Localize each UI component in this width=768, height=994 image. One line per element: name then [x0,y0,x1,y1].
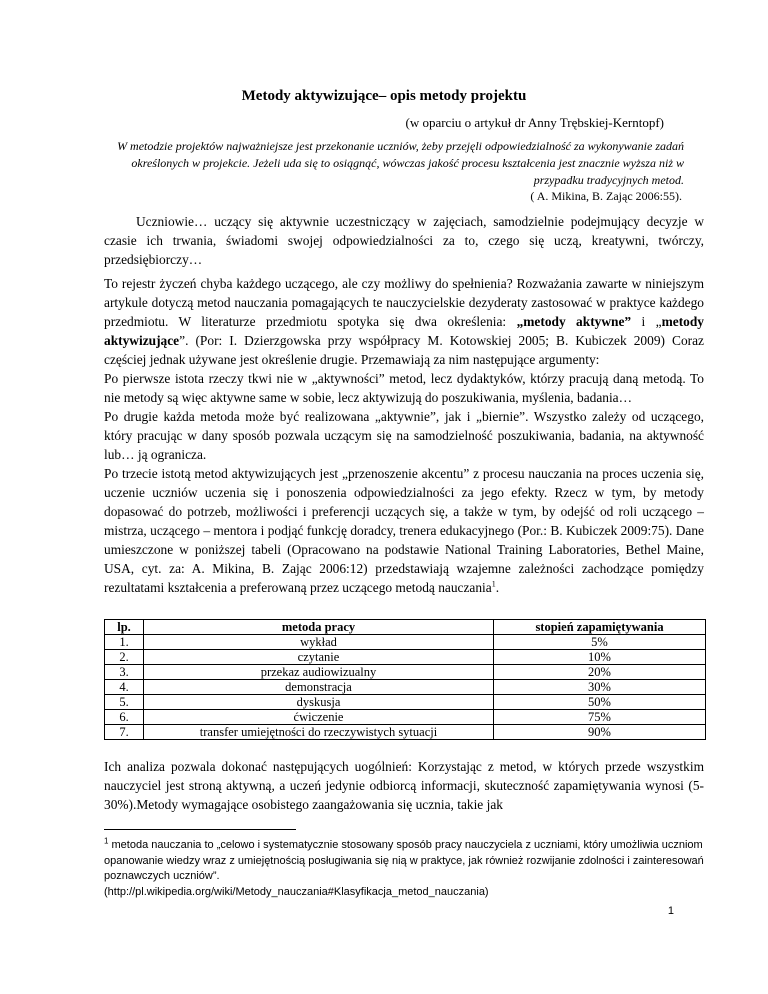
cell-lp: 2. [105,650,144,665]
cell-lp: 5. [105,695,144,710]
cell-lp: 1. [105,635,144,650]
table-row [105,650,706,665]
table-row [105,635,706,650]
para1-text-b: i „ [631,314,662,329]
para4-end: . [495,580,500,595]
cell-retention: 90% [494,725,706,740]
cell-method: transfer umiejętności do rzeczywistych sytuacji [144,725,494,740]
methods-table [104,619,706,740]
para1-text-a: To rejestr życzeń chyba każdego uczącego, ale czy możliwy do spełnienia? Rozważania zawarte w niniejszym artykule dotyczą metod nauczania pomagających te nauczycielskie dezyderaty zastosować w praktyce każdego przedmiotu. W literaturze przedmiotu spotyka się dwa określenia: [104,276,704,329]
intro-paragraph: Uczniowie… uczący się aktywnie uczestniczący w zajęciach, samodzielnie podejmujący decyzje w czasie ich trwania, świadomi swojej odpowiedzialności za to, czego się uczą, kreatywni, twórczy, przedsiębiorczy… [104,214,704,267]
header-lp: lp. [105,620,144,635]
table-header-row [105,620,706,635]
cell-method: ćwiczenie [144,710,494,725]
footnote [104,838,704,900]
epigraph-citation: ( A. Mikina, B. Zając 2006:55). [530,189,682,203]
cell-method: czytanie [144,650,494,665]
footnote-url-link[interactable]: (http://pl.wikipedia.org/wiki/Metody_nauczania#Klasyfikacja_metod_nauczania) [104,885,489,898]
cell-lp: 6. [105,710,144,725]
cell-method: demonstracja [144,680,494,695]
cell-method: dyskusja [144,695,494,710]
header-method: metoda pracy [144,620,494,635]
epigraph: W metodzie projektów najważniejsze jest przekonanie uczniów, żeby przejęli odpowiedzialność za wykonywanie zadań określonych w projekcie. Jeżeli uda się to osiągnąć, wówczas jakość procesu kształcenia jest znacznie wyższa niż w przypadku tradycyjnych metod. [117,139,684,187]
footnote-mark: 1 [104,836,109,846]
para1-text-c: ”. (Por: I. Dzierzgowska przy współpracy M. Kotowskiej 2005; B. Kubiczek 2009) Coraz częściej jednak używane jest określenie drugie. Przemawiają za nim następujące argumenty: [104,333,704,367]
body-text [104,274,704,597]
paragraph-5: Ich analiza pozwala dokonać następujących uogólnień: Korzystając z metod, w których przede wszystkim nauczyciel jest stroną aktywną, a uczeń jedynie odbiorcą informacji, skuteczność zapamiętywania wynosi (5-30%).Metody wymagające osobistego zaangażowania się ucznia, takie jak [104,759,704,812]
table-row [105,680,706,695]
cell-retention: 20% [494,665,706,680]
header-retention: stopień zapamiętywania [494,620,706,635]
cell-retention: 30% [494,680,706,695]
subtitle: (w oparciu o artykuł dr Anny Trębskiej-Kerntopf) [405,115,664,130]
paragraph-3: Po drugie każda metoda może być realizowana „aktywnie”, jak i „biernie”. Wszystko zależy od uczącego, który pracując w dany sposób pozwala uczącym się na samodzielność poszukiwania, badania, na aktywność lub… ją ogranicza. [104,409,704,462]
cell-method: wykład [144,635,494,650]
footnote-text: metoda nauczania to „celowo i systematycznie stosowany sposób pracy nauczyciela z uczniami, który umożliwia uczniom opanowanie wiedzy wraz z umiejętnością posługiwania się nią w praktyce, jak również rozwijanie zdolności i zainteresowań poznawczych uczniów”. [104,839,704,882]
para1-bold-b: metody aktywizujące [104,314,705,348]
cell-retention: 75% [494,710,706,725]
table-row [105,665,706,680]
footnote-reference[interactable]: 1 [491,579,496,589]
cell-retention: 5% [494,635,706,650]
paragraph-4 [104,464,704,597]
para1-bold-a: „metody aktywne” [516,314,632,329]
para4-text: Po trzecie istotą metod aktywizujących jest „przenoszenie akcentu” z procesu nauczania na proces uczenia się, uczenie uczniów uczenia się i ponoszenia odpowiedzialności za jego efekty. Rzecz w tym, by metody dopasować do potrzeb, możliwości i preferencji uczących się, a także w tym, by odejść od roli uczącego – mistrza, uczącego – mentora i podjąć funkcję doradcy, trenera edukacyjnego (Por.: B. Kubiczek 2009:75). Dane umieszczone w poniższej tabeli (Opracowano na podstawie National Training Laboratories, Bethel Maine, USA, cyt. za: A. Mikina, B. Zając 2006:12) przedstawiają wzajemne zależności zachodzące pomiędzy rezultatami kształcenia a preferowaną przez uczącego metodą nauczania [104,466,704,595]
cell-method: przekaz audiowizualny [144,665,494,680]
table-row [105,710,706,725]
paragraph-2: Po pierwsze istota rzeczy tkwi nie w „aktywności” metod, lecz dydaktyków, którzy pracują daną metodą. To nie metody są więc aktywne same w sobie, lecz aktywizują do poszukiwania, myślenia, badania… [104,371,704,405]
cell-lp: 3. [105,665,144,680]
cell-lp: 7. [105,725,144,740]
page-title: Metody aktywizujące– opis metody projektu [241,88,527,104]
paragraph-1 [104,274,704,369]
page-number: 1 [667,905,674,917]
cell-lp: 4. [105,680,144,695]
table-row [105,695,706,710]
cell-retention: 10% [494,650,706,665]
table-row [105,725,706,740]
cell-retention: 50% [494,695,706,710]
footnote-separator [104,829,296,830]
